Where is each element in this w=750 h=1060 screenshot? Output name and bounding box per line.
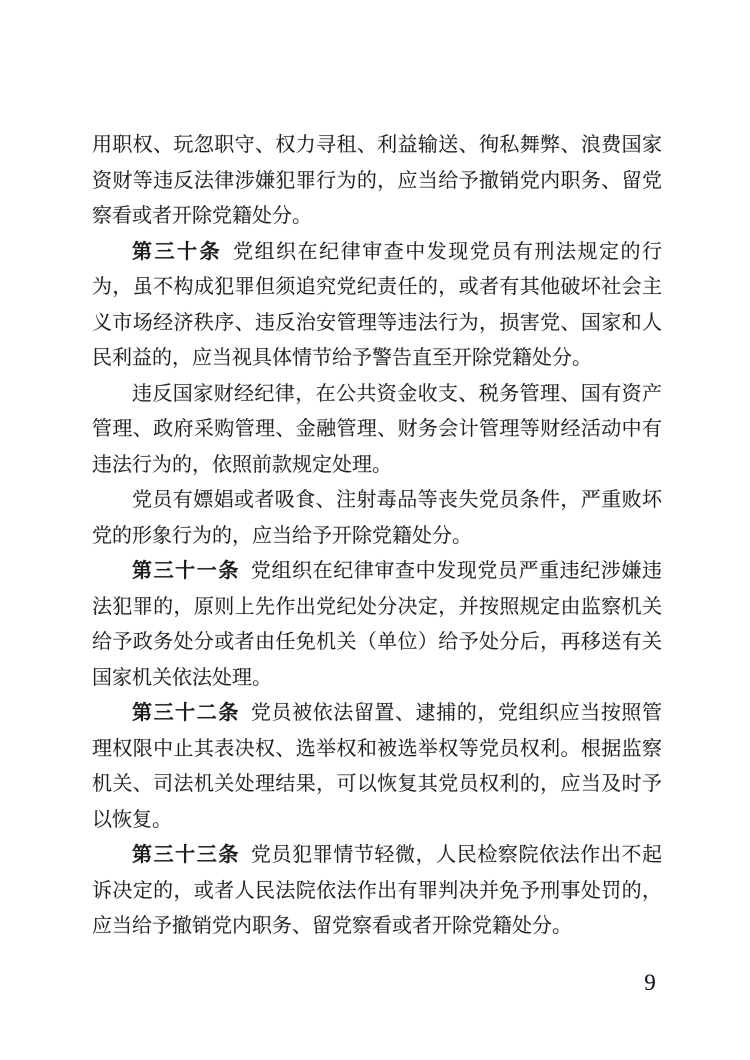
paragraph: 第三十条 党组织在纪律审查中发现党员有刑法规定的行为，虽不构成犯罪但须追究党纪责任的，或者有其他破坏社会主义市场经济秩序、违反治安管理等违法行为，损害党、国家和人民利益的，应当视具体情节给予警告直至开除党籍处分。 <box>92 240 663 369</box>
page-number: 9 <box>644 970 656 995</box>
document-body <box>92 128 662 945</box>
paragraph: 用职权、玩忽职守、权力寻租、利益输送、徇私舞弊、浪费国家资财等违反法律涉嫌犯罪行为的，应当给予撤销党内职务、留党察看或者开除党籍处分。 <box>92 134 662 227</box>
paragraph: 党员有嫖娼或者吸食、注射毒品等丧失党员条件，严重败坏党的形象行为的，应当给予开除党籍处分。 <box>92 489 662 547</box>
article-number: 第三十一条 <box>132 560 240 582</box>
paragraph: 第三十一条 党组织在纪律审查中发现党员严重违纪涉嫌违法犯罪的，原则上先作出党纪处分决定，并按照规定由监察机关给予政务处分或者由任免机关（单位）给予处分后，再移送有关国家机关依法处理。 <box>92 560 663 689</box>
paragraph: 违反国家财经纪律，在公共资金收支、税务管理、国有资产管理、政府采购管理、金融管理、财务会计管理等财经活动中有违法行为的，依照前款规定处理。 <box>92 382 662 476</box>
article-number: 第三十条 <box>132 240 223 263</box>
paragraph: 第三十二条 党员被依法留置、逮捕的，党组织应当按照管理权限中止其表决权、选举权和被选举权等党员权利。根据监察机关、司法机关处理结果，可以恢复其党员权利的，应当及时予以恢复。 <box>92 702 663 831</box>
paragraph: 第三十三条 党员犯罪情节轻微，人民检察院依法作出不起诉决定的，或者人民法院依法作出有罪判决并免予刑事处罚的，应当给予撤销党内职务、留党察看或者开除党籍处分。 <box>92 844 663 937</box>
article-number: 第三十二条 <box>132 702 240 724</box>
article-number: 第三十三条 <box>132 844 240 866</box>
